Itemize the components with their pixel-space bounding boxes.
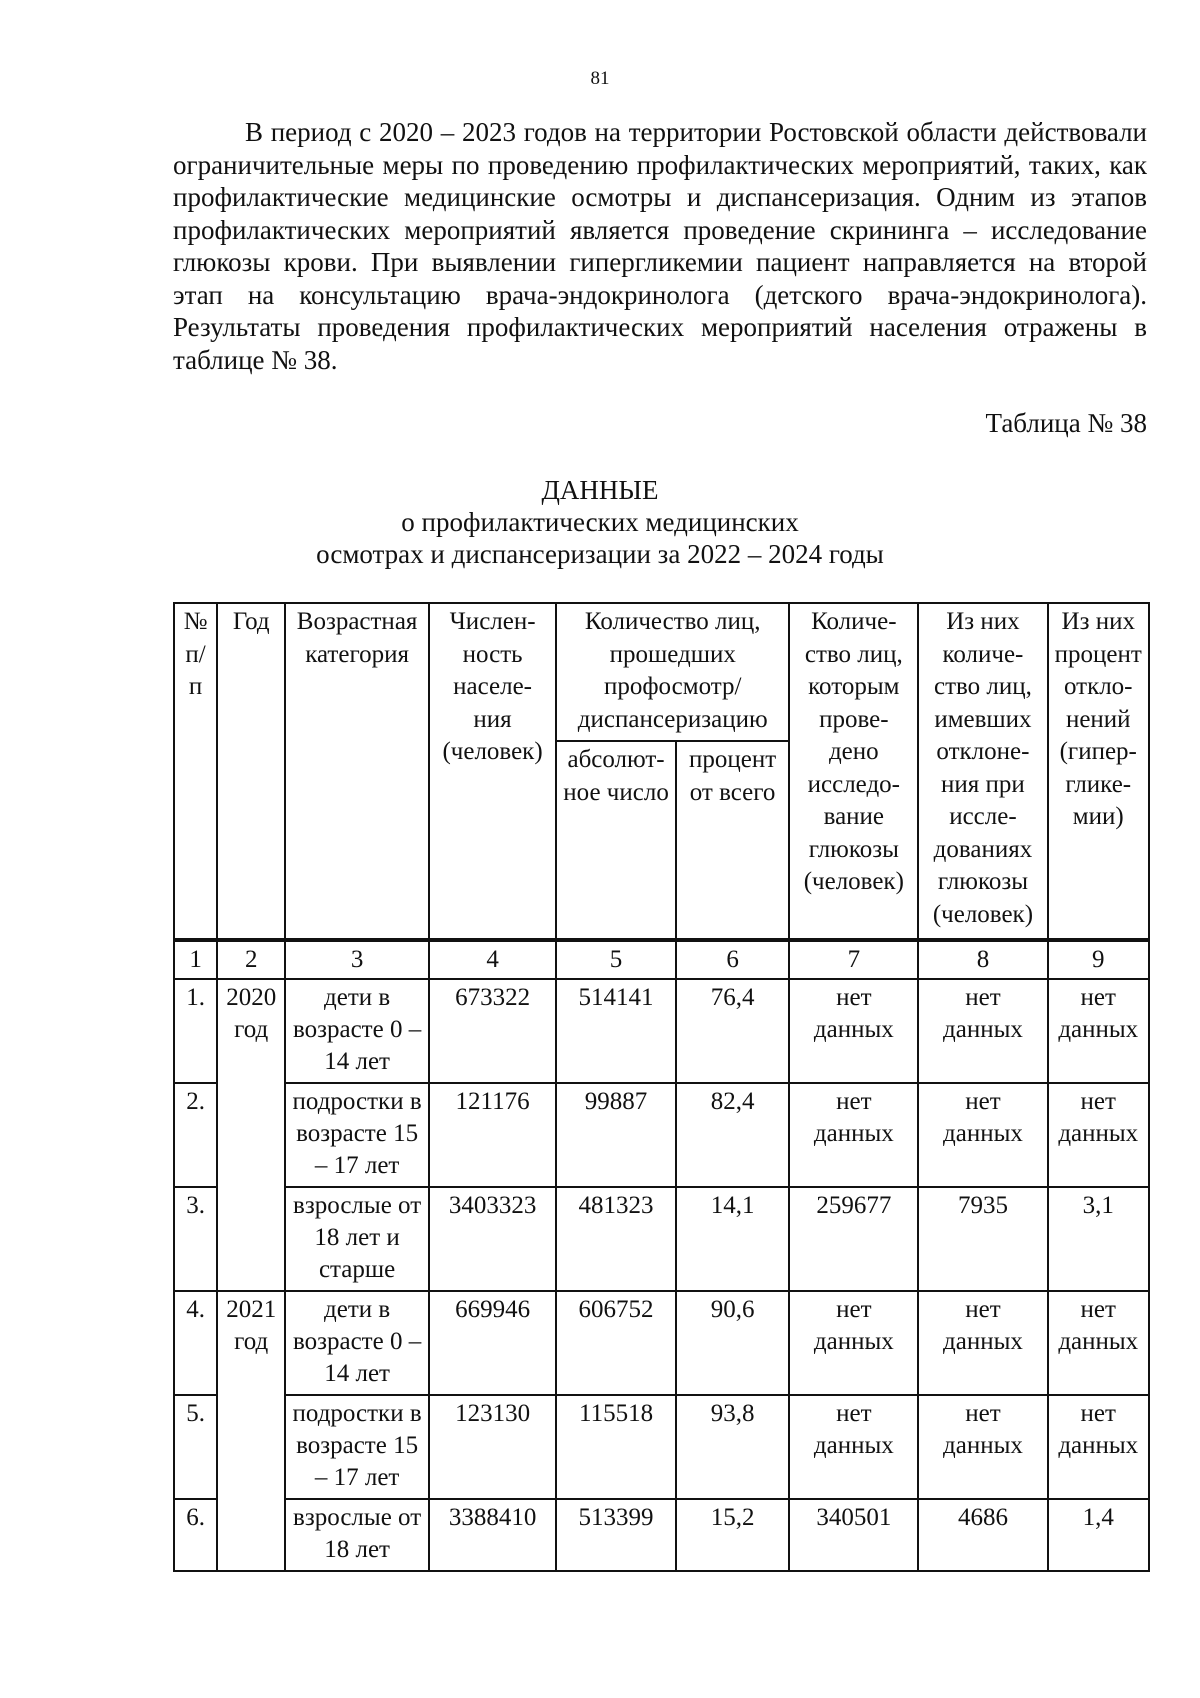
- deviation-pct-cell: нет данных: [1048, 979, 1150, 1083]
- row-num: 2.: [174, 1083, 217, 1187]
- paragraph-text: В период с 2020 – 2023 годов на территории Ростовской области действовали ограничительные меры по проведению профилактических мероприятий, таких, как профилактические медицинские осмотры и диспансеризация. Одним из этапов профилактических мероприятий является проведение скрининга – исследование глюкозы крови. При выявлении гипергликемии пациент направляется на второй этап на консультацию врача-эндокринолога (детского врача-эндокринолога). Результаты проведения профилактических мероприятий населения отражены в таблице № 38.: [173, 117, 1147, 375]
- population-cell: 121176: [429, 1083, 556, 1187]
- age-category: дети в возрасте 0 – 14 лет: [285, 979, 429, 1083]
- column-number: 3: [285, 940, 429, 979]
- pct-cell: 14,1: [676, 1187, 789, 1291]
- population-cell: 673322: [429, 979, 556, 1083]
- age-category: дети в возрасте 0 – 14 лет: [285, 1291, 429, 1395]
- population-cell: 669946: [429, 1291, 556, 1395]
- population-cell: 123130: [429, 1395, 556, 1499]
- data-table: [173, 602, 1150, 1572]
- deviation-pct-cell: 1,4: [1048, 1499, 1150, 1571]
- abs-cell: 513399: [556, 1499, 676, 1571]
- header-year: Год: [217, 603, 285, 940]
- header-deviation-pct: Из них процент откло- нений (гипер- глике- мии): [1048, 603, 1150, 940]
- deviation-pct-cell: нет данных: [1048, 1083, 1150, 1187]
- deviations-cell: нет данных: [918, 1395, 1047, 1499]
- table-title-line-3: осмотрах и диспансеризации за 2022 – 2024 годы: [316, 539, 884, 569]
- pct-cell: 82,4: [676, 1083, 789, 1187]
- table-row: [174, 979, 1149, 1083]
- abs-cell: 115518: [556, 1395, 676, 1499]
- table-title: [0, 474, 1200, 570]
- glucose-cell: нет данных: [789, 1291, 918, 1395]
- column-number: 4: [429, 940, 556, 979]
- abs-cell: 514141: [556, 979, 676, 1083]
- header-age: Возрастная категория: [285, 603, 429, 940]
- pct-cell: 76,4: [676, 979, 789, 1083]
- deviations-cell: 7935: [918, 1187, 1047, 1291]
- header-glucose: Количе- ство лиц, которым прове- дено исследо- вание глюкозы (человек): [789, 603, 918, 940]
- table-row: [174, 1395, 1149, 1499]
- deviation-pct-cell: нет данных: [1048, 1291, 1150, 1395]
- header-passed: Количество лиц, прошедших профосмотр/ диспансеризацию: [556, 603, 789, 741]
- row-num: 6.: [174, 1499, 217, 1571]
- header-row-1: [174, 603, 1149, 741]
- deviation-pct-cell: 3,1: [1048, 1187, 1150, 1291]
- column-number: 5: [556, 940, 676, 979]
- row-num: 4.: [174, 1291, 217, 1395]
- intro-paragraph: [173, 116, 1147, 376]
- column-number: 2: [217, 940, 285, 979]
- table-row: [174, 1291, 1149, 1395]
- table-row: [174, 1083, 1149, 1187]
- column-number-row: [174, 940, 1149, 979]
- glucose-cell: нет данных: [789, 979, 918, 1083]
- table-title-line-2: о профилактических медицинских: [401, 507, 799, 537]
- age-category: подростки в возрасте 15 – 17 лет: [285, 1395, 429, 1499]
- population-cell: 3403323: [429, 1187, 556, 1291]
- column-number: 6: [676, 940, 789, 979]
- deviation-pct-cell: нет данных: [1048, 1395, 1150, 1499]
- column-number: 1: [174, 940, 217, 979]
- row-num: 1.: [174, 979, 217, 1083]
- column-number: 7: [789, 940, 918, 979]
- year-cell: 2020 год: [217, 979, 285, 1291]
- pct-cell: 90,6: [676, 1291, 789, 1395]
- age-category: взрослые от 18 лет: [285, 1499, 429, 1571]
- deviations-cell: нет данных: [918, 1291, 1047, 1395]
- row-num: 3.: [174, 1187, 217, 1291]
- table-title-line-1: ДАННЫЕ: [541, 475, 659, 505]
- deviations-cell: нет данных: [918, 1083, 1047, 1187]
- age-category: подростки в возрасте 15 – 17 лет: [285, 1083, 429, 1187]
- header-deviations: Из них количе- ство лиц, имевших отклоне- ния при иссле- дованиях глюкозы (человек): [918, 603, 1047, 940]
- glucose-cell: 259677: [789, 1187, 918, 1291]
- row-num: 5.: [174, 1395, 217, 1499]
- pct-cell: 15,2: [676, 1499, 789, 1571]
- year-cell: 2021 год: [217, 1291, 285, 1571]
- pct-cell: 93,8: [676, 1395, 789, 1499]
- deviations-cell: нет данных: [918, 979, 1047, 1083]
- header-passed-pct: процент от всего: [676, 741, 789, 940]
- abs-cell: 481323: [556, 1187, 676, 1291]
- table-row: [174, 1499, 1149, 1571]
- header-passed-abs: абсолют- ное число: [556, 741, 676, 940]
- abs-cell: 99887: [556, 1083, 676, 1187]
- table-row: [174, 1187, 1149, 1291]
- header-population: Числен- ность населе- ния (человек): [429, 603, 556, 940]
- population-cell: 3388410: [429, 1499, 556, 1571]
- page-number: 81: [590, 68, 610, 89]
- table-label: Таблица № 38: [985, 408, 1147, 438]
- glucose-cell: нет данных: [789, 1083, 918, 1187]
- glucose-cell: 340501: [789, 1499, 918, 1571]
- column-number: 8: [918, 940, 1047, 979]
- deviations-cell: 4686: [918, 1499, 1047, 1571]
- header-num: № п/ п: [174, 603, 217, 940]
- abs-cell: 606752: [556, 1291, 676, 1395]
- age-category: взрослые от 18 лет и старше: [285, 1187, 429, 1291]
- glucose-cell: нет данных: [789, 1395, 918, 1499]
- column-number: 9: [1048, 940, 1150, 979]
